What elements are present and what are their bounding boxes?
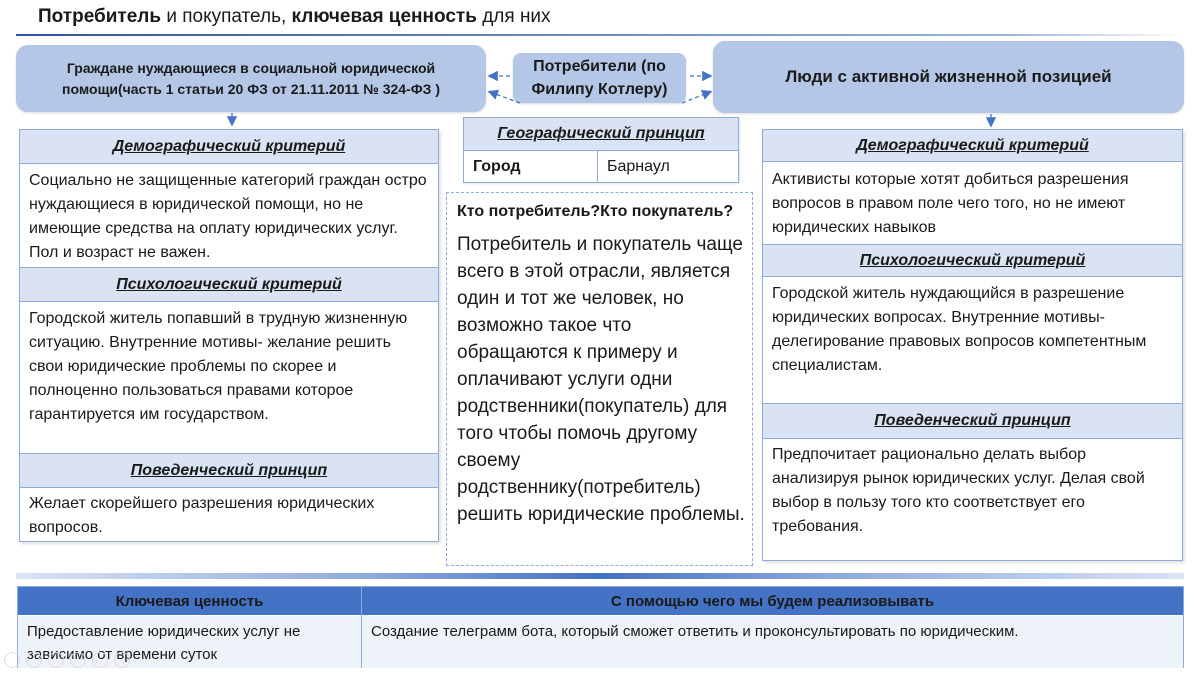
- view-icon[interactable]: [92, 652, 108, 668]
- consumer-buyer-answer: Потребитель и покупатель чаще всего в этой отрасли, является один и тот же человек, но возможно такое что обращаются к примеру и оплачивают услуги одни родственники(покупатель) для того чтобы помочь другому своему родственнику(потребитель) решить юридические проблемы.: [457, 234, 745, 525]
- implementation-header: С помощью чего мы будем реализовывать: [362, 587, 1183, 615]
- right-behavioral-header: Поведенческий принцип: [763, 403, 1182, 439]
- left-psychological-header: Психологический критерий: [20, 267, 438, 302]
- slide-nav-controls[interactable]: [4, 652, 130, 668]
- right-criteria-panel: [762, 129, 1183, 561]
- segment-kotler-consumers: Потребители (по Филипу Котлеру): [513, 53, 686, 103]
- left-behavioral-header: Поведенческий принцип: [20, 453, 438, 488]
- next-slide-icon[interactable]: [26, 652, 42, 668]
- key-value-cell: Предоставление юридических услуг не зависимо от времени суток: [18, 616, 361, 668]
- left-criteria-panel: [19, 129, 439, 542]
- segment-active-citizens: Люди с активной жизненной позицией: [713, 41, 1184, 113]
- arrow-center-to-right-lower: [682, 92, 710, 103]
- prev-slide-icon[interactable]: [4, 652, 20, 668]
- geographic-value: Барнаул: [607, 158, 670, 175]
- implementation-cell: Создание телеграмм бота, который сможет ответить и проконсультировать по юридическим.: [362, 616, 1183, 668]
- geographic-header: Географический принцип: [464, 118, 738, 151]
- right-demographic-text: Активисты которые хотят добиться разрешения вопросов в правом поле чего того, но не имеют юридических навыков: [772, 171, 1129, 236]
- right-psychological-header: Психологический критерий: [763, 244, 1182, 277]
- right-demographic-header: Демографический критерий: [763, 130, 1182, 162]
- zoom-icon[interactable]: [70, 652, 86, 668]
- right-psychological-text: Городской житель нуждающийся в разрешение юридических вопросах. Внутренние мотивы-делегирование правовых вопросов компетентным специалистам.: [772, 285, 1147, 374]
- section-separator: [16, 573, 1184, 579]
- key-value-header: Ключевая ценность: [18, 587, 361, 615]
- title-and-buyer: и покупатель,: [161, 6, 292, 27]
- left-demographic-text: Социально не защищенные категорий граждан остро нуждающиеся в юридической помощи, но не имеющие средства на оплату юридических услуг. Пол и возраст не важен.: [29, 172, 427, 261]
- key-value-table: [17, 586, 1184, 668]
- title-consumer: Потребитель: [38, 6, 162, 27]
- segment-social-aid-citizens: Граждане нуждающиеся в социальной юридической помощи(часть 1 статьи 20 ФЗ от 21.11.2011 № 324-ФЗ ): [16, 45, 486, 112]
- arrow-center-to-left-lower: [490, 92, 520, 103]
- left-psychological-text: Городской житель попавший в трудную жизненную ситуацию. Внутренние мотивы- желание решить свои юридические проблемы по скорее и полноценно пользоваться правами которое гарантируется им государством.: [29, 310, 408, 423]
- table-divider: [361, 587, 362, 667]
- right-behavioral-text: Предпочитает рационально делать выбор анализируя рынок юридических услуг. Делая свой выбор в пользу того кто соответствует его требования.: [772, 446, 1145, 535]
- left-demographic-header: Демографический критерий: [20, 130, 438, 164]
- geographic-label: Город: [464, 151, 598, 183]
- left-behavioral-text: Желает скорейшего разрешения юридических вопросов.: [29, 495, 375, 536]
- consumer-buyer-question: Кто потребитель?Кто покупатель?: [457, 203, 734, 220]
- geographic-table: [463, 117, 739, 183]
- title-key-value: ключевая ценность: [291, 6, 477, 27]
- pen-icon[interactable]: [48, 652, 64, 668]
- consumer-buyer-box: [446, 192, 753, 566]
- title-for-them: для них: [476, 6, 551, 27]
- more-icon[interactable]: [114, 652, 130, 668]
